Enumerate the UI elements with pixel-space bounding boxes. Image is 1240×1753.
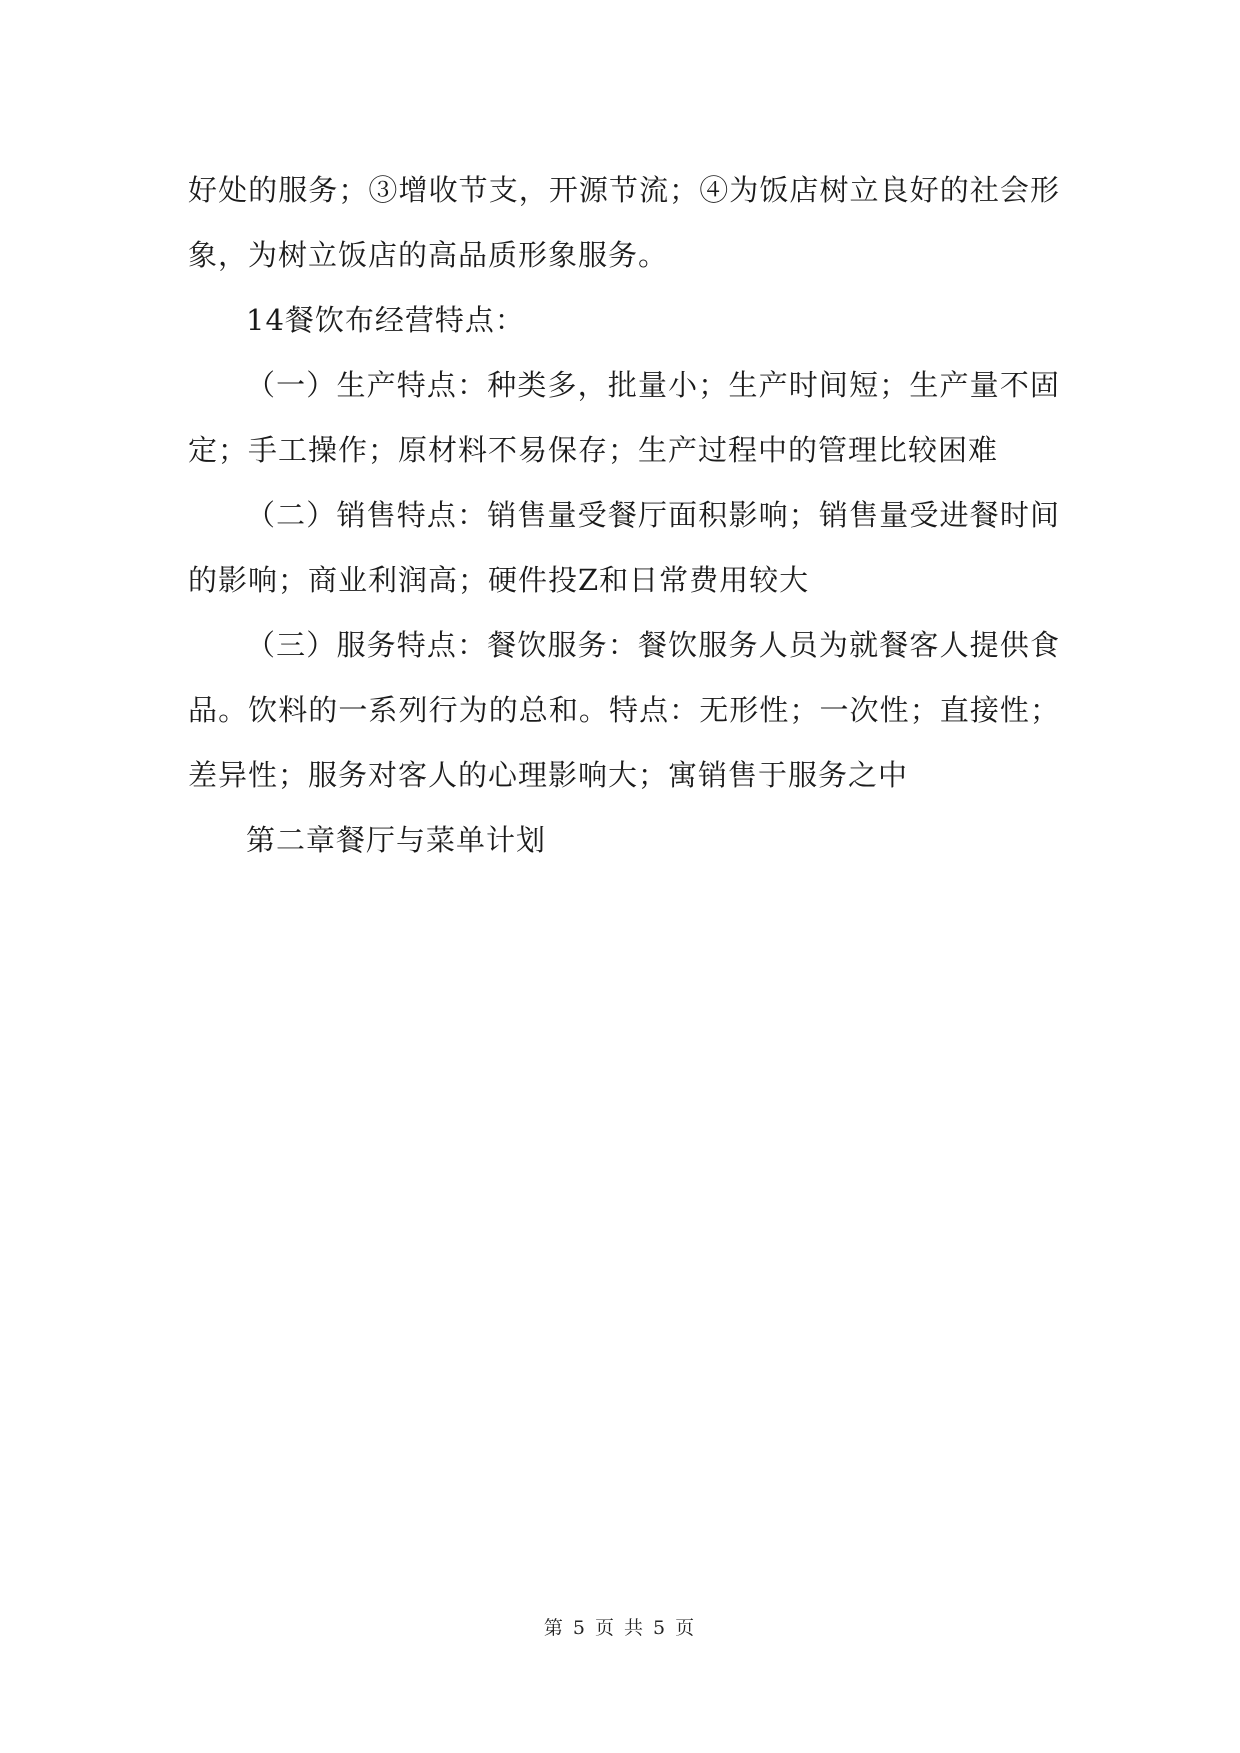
paragraph-section-heading: 14餐饮布经营特点： [246,303,525,337]
paragraph-service-features: （三）服务特点：餐饮服务：餐饮服务人员为就餐客人提供食品。饮料的一系列行为的总和。特点：无形性；一次性；直接性；差异性；服务对客人的心理影响大；寓销售于服务之中 [188,628,1060,792]
paragraph-continuation: 好处的服务；③增收节支，开源节流；④为饭店树立良好的社会形象，为树立饭店的高品质形象服务。 [188,173,1060,272]
paragraph-production-features: （一）生产特点：种类多，批量小；生产时间短；生产量不固定；手工操作；原材料不易保存；生产过程中的管理比较困难 [188,368,1060,467]
paragraph-sales-features: （二）销售特点：销售量受餐厅面积影响；销售量受进餐时间的影响；商业利润高；硬件投Z和日常费用较大 [188,498,1060,597]
document-body [188,158,1060,873]
page-number-footer: 第 5 页 共 5 页 [543,1617,697,1639]
chapter-title: 第二章餐厅与菜单计划 [246,823,547,857]
